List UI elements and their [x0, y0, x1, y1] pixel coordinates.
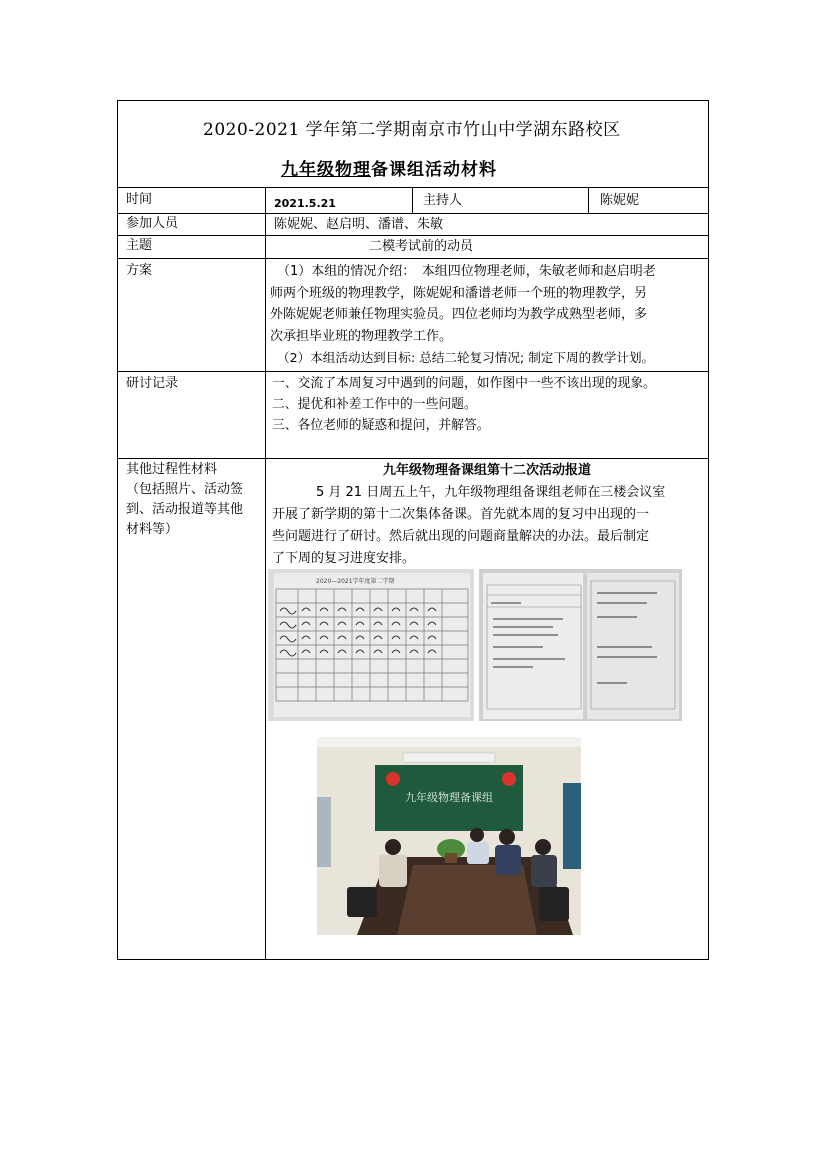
form-title-subject: 九年级物理	[281, 160, 371, 180]
signin-sheet-caption: 2020—2021学年度第二学期	[316, 578, 395, 585]
photo-record-sheet	[479, 569, 682, 721]
form-title-line1: 2020-2021 学年第二学期南京市竹山中学湖东路校区	[203, 120, 621, 140]
plan-p1-line3: 外陈妮妮老师兼任物理实验员。四位老师均为教学成熟型老师，多	[270, 307, 648, 322]
topic-value: 二模考试前的动员	[369, 239, 474, 254]
other-label-line4: 材料等）	[126, 522, 179, 537]
topic-row	[118, 235, 708, 259]
form-title-block	[118, 101, 708, 188]
report-line4: 了下周的复习进度安排。	[272, 551, 416, 566]
photo-meeting-room	[317, 737, 581, 935]
record-sheet-image	[479, 569, 682, 721]
time-row	[118, 187, 708, 214]
discussion-content	[266, 371, 708, 458]
discussion-label: 研讨记录	[118, 371, 266, 458]
other-label-line2: （包括照片、活动签	[126, 482, 244, 497]
discussion-item-1: 一、交流了本周复习中遇到的问题，如作图中一些不该出现的现象。	[272, 376, 656, 391]
plan-p2: （2）本组活动达到目标: 总结二轮复习情况; 制定下周的教学计划。	[277, 350, 655, 365]
plan-row	[118, 258, 708, 372]
participants-label: 参加人员	[118, 213, 266, 235]
host-label: 主持人	[413, 187, 589, 213]
signin-sheet-image	[268, 569, 474, 721]
board-text: 九年级物理备课组	[405, 791, 493, 804]
participants-row	[118, 213, 708, 236]
form-title-line2	[281, 155, 497, 180]
topic-label: 主题	[118, 235, 266, 258]
meeting-room-image	[317, 737, 581, 935]
report-title: 九年级物理备课组第十二次活动报道	[382, 463, 591, 478]
activity-form	[117, 100, 709, 960]
discussion-item-3: 三、各位老师的疑惑和提问，并解答。	[272, 418, 490, 433]
time-value: 2021.5.21	[274, 197, 336, 210]
other-label-line1: 其他过程性材料	[126, 462, 218, 477]
report-line1: 5 月 21 日周五上午，九年级物理组备课组老师在三楼会议室	[316, 485, 666, 500]
time-label: 时间	[118, 187, 266, 213]
plan-p1-line4: 次承担毕业班的物理教学工作。	[270, 328, 453, 344]
discussion-item-2: 二、提优和补差工作中的一些问题。	[272, 397, 477, 412]
other-label-line3: 到、活动报道等其他	[126, 502, 244, 517]
plan-p1-line1: （1）本组的情况介绍： 本组四位物理老师，朱敏老师和赵启明老	[277, 264, 656, 279]
report-line2: 开展了新学期的第十二次集体备课。首先就本周的复习中出现的一	[272, 507, 650, 522]
form-title-rest: 备课组活动材料	[371, 160, 497, 180]
other-label	[118, 458, 266, 959]
report-line3: 些问题进行了研讨。然后就出现的问题商量解决的办法。最后制定	[272, 529, 650, 544]
discussion-row	[118, 371, 708, 459]
host-value: 陈妮妮	[600, 193, 640, 208]
time-value-cell	[266, 187, 413, 213]
plan-label: 方案	[118, 258, 266, 371]
photo-signin-sheet	[268, 569, 474, 721]
plan-content	[266, 258, 708, 371]
plan-p1-line2: 师两个班级的物理教学，陈妮妮和潘谱老师一个班的物理教学，另	[270, 285, 648, 301]
participants-value: 陈妮妮、赵启明、潘谱、朱敏	[274, 217, 444, 232]
